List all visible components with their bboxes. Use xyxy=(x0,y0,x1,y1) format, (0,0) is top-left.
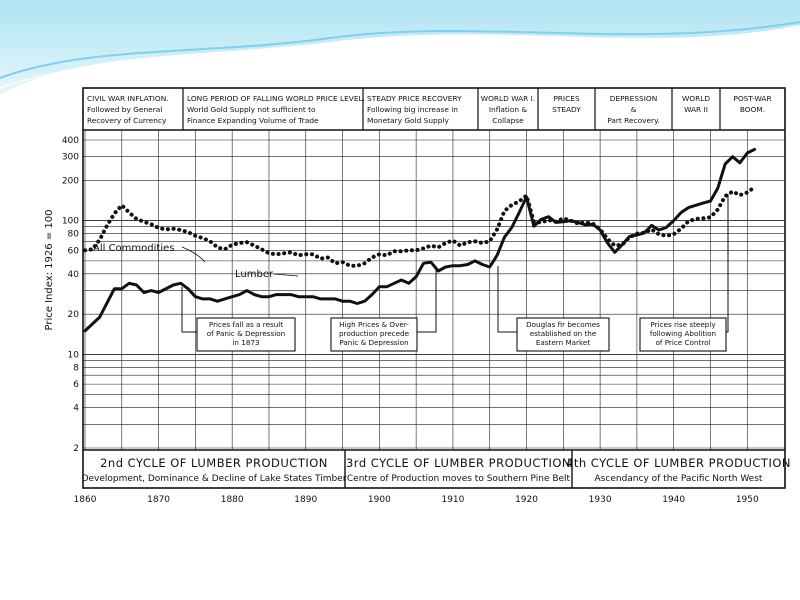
series-lines xyxy=(85,149,755,331)
era-header-line: PRICES xyxy=(553,94,580,103)
era-header-line: Recovery of Currency xyxy=(87,116,167,125)
annotation-text: in 1873 xyxy=(232,338,260,347)
y-tick-label: 8 xyxy=(73,363,79,374)
cycle-subtitle: Ascendancy of the Pacific North West xyxy=(594,474,763,484)
era-header-line: STEADY xyxy=(552,105,581,114)
era-header-line: Collapse xyxy=(492,116,524,125)
era-header-line: LONG PERIOD OF FALLING WORLD PRICE LEVEL. xyxy=(187,94,365,103)
annotation-text: Eastern Market xyxy=(535,338,591,347)
annotation-text: of Panic & Depression xyxy=(206,329,286,338)
annotation-text: established on the xyxy=(529,329,597,338)
era-header-line: STEADY PRICE RECOVERY xyxy=(367,94,462,103)
y-axis-ticks xyxy=(62,136,79,454)
x-tick-label: 1860 xyxy=(73,495,97,505)
y-tick-label: 300 xyxy=(61,152,79,163)
y-tick-label: 2 xyxy=(73,444,79,454)
x-axis-ticks xyxy=(74,495,759,505)
era-header-line: Followed by General xyxy=(87,105,163,114)
series-line-lumber xyxy=(85,149,755,331)
x-tick-label: 1890 xyxy=(294,495,318,505)
y-tick-label: 10 xyxy=(67,350,79,361)
era-header-line: World Gold Supply not sufficient to xyxy=(187,105,316,114)
cycle-title: 2nd CYCLE OF LUMBER PRODUCTION xyxy=(100,456,328,470)
y-axis-label: Price Index: 1926 = 100 xyxy=(44,209,55,331)
y-tick-label: 6 xyxy=(73,380,79,391)
annotation-text: Prices rise steeply xyxy=(650,320,716,329)
x-tick-label: 1870 xyxy=(147,495,171,505)
annotation-leader xyxy=(726,194,728,332)
y-tick-label: 40 xyxy=(67,269,79,280)
era-header-line: Part Recovery. xyxy=(607,116,660,125)
era-header-line: Finance Expanding Volume of Trade xyxy=(187,116,319,125)
cycle-panels xyxy=(82,450,791,488)
y-tick-label: 4 xyxy=(73,403,79,414)
annotation-text: production precede xyxy=(338,329,410,338)
y-tick-label: 400 xyxy=(61,136,79,146)
era-header-line: CIVIL WAR INFLATION. xyxy=(87,94,169,103)
era-header-line: Following big increase in xyxy=(367,105,458,114)
series-label-lumber: Lumber xyxy=(235,269,274,280)
era-header-line: DEPRESSION xyxy=(609,94,658,103)
annotation-leader xyxy=(417,268,436,332)
era-header-line: Monetary Gold Supply xyxy=(367,116,449,125)
cycle-subtitle: Development, Dominance & Decline of Lake States Timber xyxy=(81,474,347,484)
y-tick-label: 80 xyxy=(67,229,79,240)
era-header-line: Inflation & xyxy=(488,105,528,114)
era-header-line: BOOM. xyxy=(739,105,766,114)
annotation-leader xyxy=(182,287,197,332)
era-header-line: & xyxy=(630,105,637,114)
annotation-text: of Price Control xyxy=(655,338,711,347)
series-label-leader-all xyxy=(182,247,205,262)
x-tick-label: 1950 xyxy=(735,495,759,505)
y-tick-label: 20 xyxy=(67,310,79,321)
cycle-title: 3rd CYCLE OF LUMBER PRODUCTION xyxy=(345,456,572,470)
era-header-line: POST-WAR xyxy=(733,94,772,103)
y-tick-label: 60 xyxy=(67,246,79,257)
annotation-text: following Abolition xyxy=(649,329,717,338)
y-tick-label: 100 xyxy=(61,216,79,227)
annotation-text: Panic & Depression xyxy=(339,338,409,347)
x-tick-label: 1920 xyxy=(515,495,538,505)
x-tick-label: 1880 xyxy=(220,495,244,505)
annotation-leader xyxy=(498,266,517,332)
series-label-leader-lumber xyxy=(274,274,298,276)
cycle-title: 4th CYCLE OF LUMBER PRODUCTION xyxy=(566,456,791,470)
x-tick-label: 1930 xyxy=(588,495,612,505)
annotation-text: High Prices & Over- xyxy=(339,320,409,329)
era-header-line: WORLD xyxy=(681,94,711,103)
annotation-text: Prices fall as a result xyxy=(208,320,284,329)
annotation-text: Douglas fir becomes xyxy=(526,320,600,329)
cycle-subtitle: Centre of Production moves to Southern Pine Belt xyxy=(346,474,571,484)
y-tick-label: 200 xyxy=(61,176,79,187)
series-label-all-commodities: All Commodities xyxy=(93,243,175,254)
x-tick-label: 1900 xyxy=(367,495,391,505)
era-header-line: WAR II xyxy=(684,105,708,114)
x-tick-label: 1940 xyxy=(662,495,686,505)
x-tick-label: 1910 xyxy=(441,495,465,505)
era-header-line: WORLD WAR I. xyxy=(480,94,536,103)
era-headers xyxy=(87,88,772,130)
